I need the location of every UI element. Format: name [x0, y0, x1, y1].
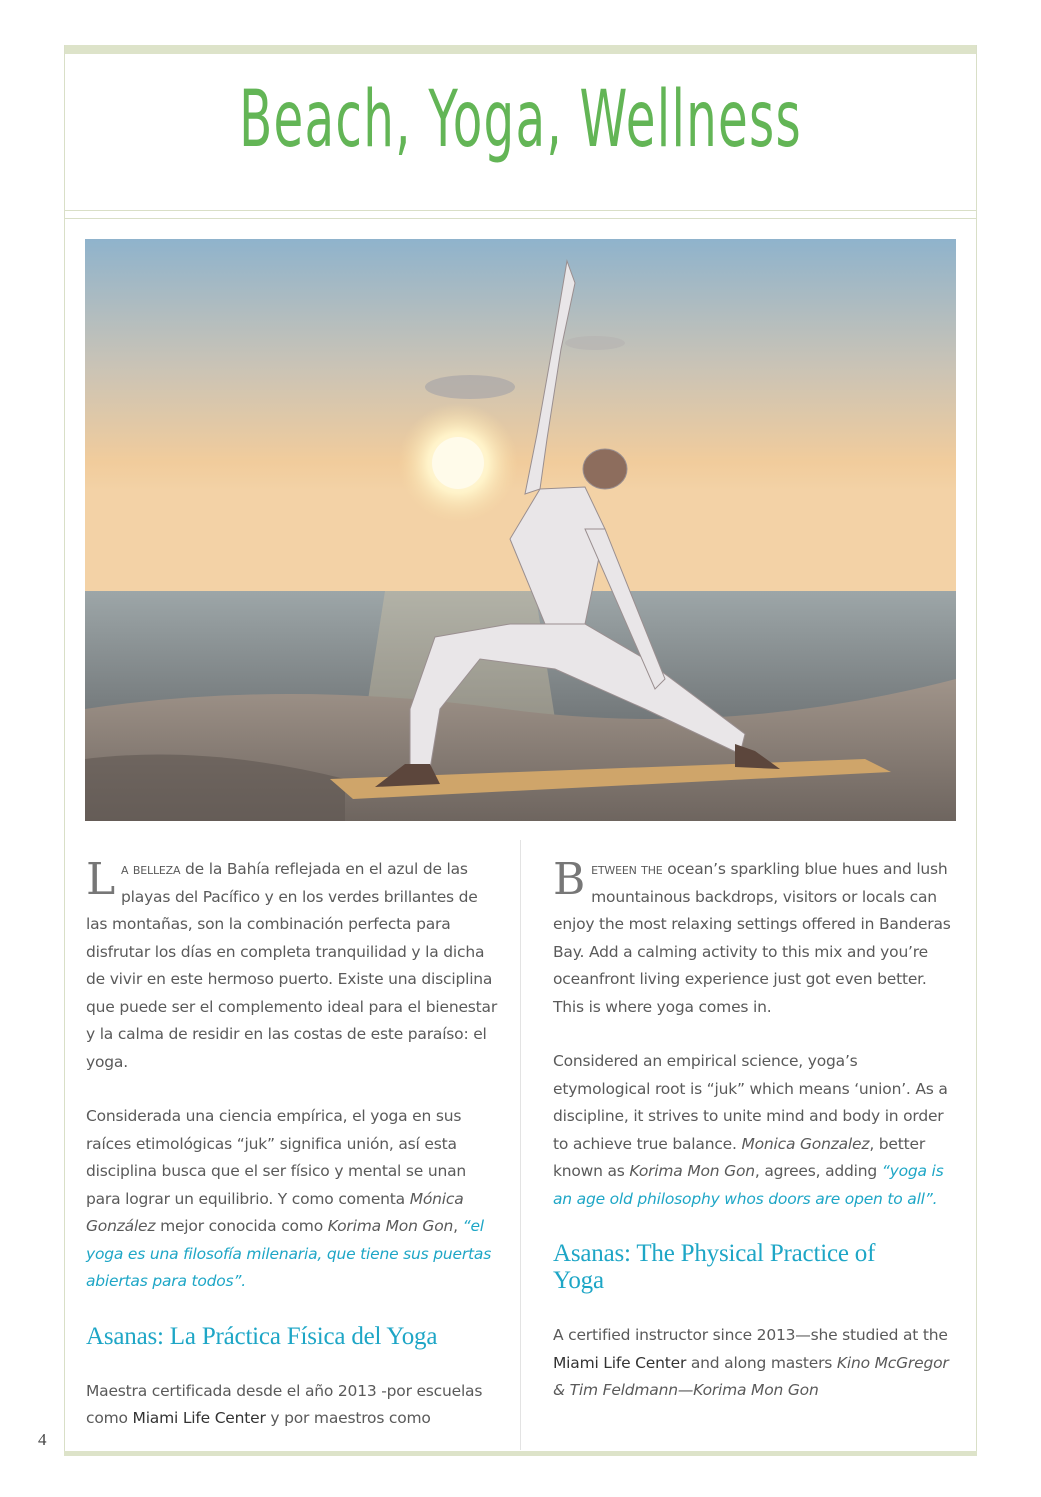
- drop-cap: L: [86, 854, 116, 905]
- person-name: Mónica González: [86, 1189, 464, 1235]
- page-number: 4: [38, 1430, 47, 1449]
- paragraph-text: mejor conocida como: [155, 1217, 328, 1235]
- paragraph-text: and along masters: [686, 1353, 837, 1372]
- paragraph-text: , agrees, adding: [754, 1162, 882, 1180]
- paragraph-text: ,: [453, 1217, 463, 1235]
- paragraph-text: Considerada una ciencia empírica, el yoga en sus raíces etimológicas “juk” significa unión, así esta disciplina busca que el ser físico y mental se unan para lograr un equilibrio. Y como comenta: [86, 1107, 466, 1208]
- person-name: Kino McGregor & Tim Feldmann—Korima Mon Gon: [553, 1353, 949, 1399]
- paragraph-text: Considered an empirical science, yoga’s etymological root is “juk” which means ‘union’. As a discipline, it strives to unite mind and body in order to achieve true balance.: [553, 1052, 948, 1153]
- lead-in: etween the: [591, 860, 663, 878]
- paragraph-text: , better known as: [553, 1134, 926, 1180]
- yoga-sunset-photo: [85, 239, 956, 821]
- pull-quote: “yoga is an age old philosophy whos doors are open to all”.: [553, 1162, 944, 1208]
- body-paragraph: [86, 1378, 498, 1433]
- english-column: [553, 856, 953, 1432]
- body-paragraph: [553, 1048, 953, 1213]
- paragraph-text: A certified instructor since 2013—she studied at the: [553, 1326, 948, 1344]
- intro-paragraph: [86, 856, 498, 1076]
- school-name: Miami Life Center: [553, 1353, 687, 1372]
- page-title: Beach, Yoga, Wellness: [239, 75, 802, 165]
- body-paragraph: [86, 1103, 498, 1296]
- paragraph-text: ocean’s sparkling blue hues and lush mountainous backdrops, visitors or locals can enjoy the most relaxing settings offered in Banderas Bay. Add a calming activity to this mix and you’re oceanfront living experience just got even better. This is where yoga comes in.: [553, 860, 951, 1016]
- school-name: Miami Life Center: [132, 1409, 266, 1427]
- section-heading: Asanas: La Práctica Física del Yoga: [86, 1322, 438, 1350]
- paragraph-text: Maestra certificada desde el año 2013 -por escuelas como: [86, 1381, 483, 1427]
- person-name: Korima Mon Gon: [629, 1162, 755, 1180]
- paragraph-text: de la Bahía reflejada en el azul de las playas del Pacífico y en los verdes brillantes de las montañas, son la combinación perfecta para disfrutar los días en completa tranquilidad y la dicha de vivir en este hermoso puerto. Existe una disciplina que puede ser el complemento ideal para el bienestar y la calma de residir en las costas de este paraíso: el yoga.: [86, 860, 498, 1071]
- drop-cap: B: [553, 854, 586, 905]
- person-name: Monica Gonzalez: [741, 1134, 870, 1153]
- title-rule: [65, 218, 976, 219]
- intro-paragraph: [553, 856, 953, 1021]
- paragraph-text: y por maestros como: [265, 1409, 431, 1427]
- lead-in: a belleza: [121, 860, 181, 878]
- pull-quote: “el yoga es una filosofía milenaria, que tiene sus puertas abiertas para todos”.: [86, 1217, 492, 1290]
- title-rule: [65, 210, 976, 211]
- person-name: Korima Mon Gon: [327, 1217, 454, 1235]
- body-paragraph: [553, 1322, 953, 1405]
- section-heading: Asanas: The Physical Practice of Yoga: [553, 1240, 876, 1294]
- column-divider: [520, 840, 521, 1450]
- spanish-column: [86, 856, 498, 1460]
